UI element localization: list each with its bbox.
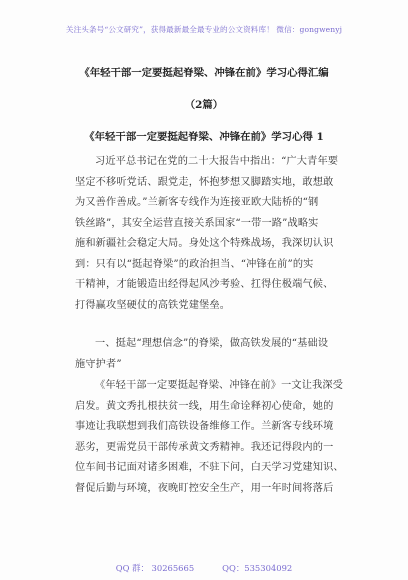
paragraph-line: 《年轻干部一定要挺起脊梁、冲锋在前》一文让我深受 bbox=[95, 380, 344, 391]
paragraph-line: 干精神，才能锻造出经得起风沙考验、扛得住极端气候、 bbox=[75, 279, 334, 290]
footer-qq-group: QQ 群： 30265665 bbox=[115, 563, 195, 573]
section-title: 《年轻干部一定要挺起脊梁、冲锋在前》学习心得 1 bbox=[84, 131, 324, 143]
document-title: 《年轻干部一定要挺起脊梁、冲锋在前》学习心得汇编 bbox=[79, 67, 329, 79]
paragraph-line: 一、挺起“理想信念”的脊梁，做高铁发展的“基础设 bbox=[95, 338, 329, 349]
footer-contact bbox=[0, 562, 408, 574]
paragraph-line: 坚定不移听党话、跟党走，怀抱梦想又脚踏实地，敢想敢 bbox=[75, 176, 334, 188]
paragraph-intro bbox=[75, 152, 347, 316]
paragraph-line: 事迹让我联想到我们高铁设备维修工作。兰新客专线环境 bbox=[75, 421, 334, 432]
paragraph-line: 启发。黄文秀扎根扶贫一线，用生命诠释初心使命，她的 bbox=[75, 400, 334, 412]
paragraph-line: 习近平总书记在党的二十大报告中指出：“广大青年要 bbox=[95, 156, 339, 167]
document-subtitle: （2篇） bbox=[184, 99, 224, 111]
footer-qq-number: QQ：535304092 bbox=[222, 563, 293, 573]
paragraph-body bbox=[75, 376, 347, 499]
paragraph-line: 铁丝路”，其安全运营直接关系国家“一带一路”战略实 bbox=[75, 217, 319, 229]
paragraph-line: 施守护者” bbox=[75, 358, 122, 370]
paragraph-line: 位车间书记面对诸多困难，不驻下问，白天学习党建知识、 bbox=[75, 462, 344, 473]
paragraph-line: 为又善作善成。”兰新客专线作为连接亚欧大陆桥的“钢 bbox=[75, 197, 319, 208]
paragraph-line: 施和新疆社会稳定大局。身处这个特殊战场，我深切认识 bbox=[75, 238, 334, 249]
paragraph-line: 打得赢攻坚硬仗的高铁党建堡垒。 bbox=[75, 299, 231, 311]
paragraph-line: 到：只有以“挺起脊梁”的政治担当、“冲锋在前”的实 bbox=[75, 258, 314, 270]
header-promo-note: 关注头条号“公文研究”，获得最新最全最专业的公文资料库！ 微信：gongwenyj bbox=[65, 25, 343, 34]
paragraph-heading-1 bbox=[75, 334, 347, 375]
paragraph-line: 恶劣，更需党员干部传承黄文秀精神。我还记得段内的一 bbox=[75, 441, 334, 453]
paragraph-line: 督促后勤与环境，夜晚盯控安全生产，用一年时间将落后 bbox=[75, 482, 334, 494]
